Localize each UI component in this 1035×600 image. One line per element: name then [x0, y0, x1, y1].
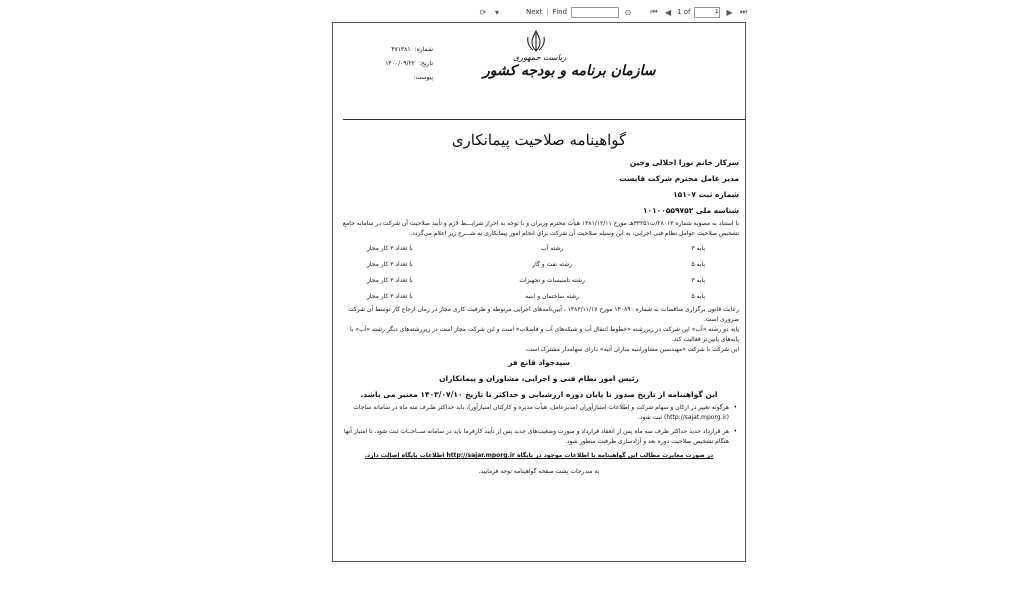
grade-field: رشته نفت و گاز — [532, 261, 573, 268]
grade-count: با تعداد ۳ کار مجاز — [367, 277, 413, 284]
header-divider — [343, 119, 745, 120]
number-value: ۴۷۱۳۸۱ — [391, 46, 411, 53]
grade-level: پایه ۵ — [691, 293, 705, 300]
refresh-icon[interactable]: ⟳ — [479, 7, 487, 17]
note-item: • هر قرارداد جدید حداکثر ظرف سه ماه پس از انعقاد قرارداد و صورت وضعیت‌های جدید پس از تأیید کارفرما باید در سامانه ســاجــات ثبت شود، تا امتیاز آنها هنگام تشخیص صلاحیت دوره بعد و آزادسازی ظرفیت منظور شود. — [339, 427, 729, 447]
find-label: Find — [552, 8, 568, 16]
logo-organization: سازمان برنامه و بودجه کشور — [483, 63, 656, 79]
page-of-label: 1 of — [677, 8, 691, 16]
grade-level: پایه ۳ — [691, 245, 705, 252]
page-number-input[interactable] — [694, 7, 720, 18]
grade-count: با تعداد ۳ کار مجاز — [367, 261, 413, 268]
validity-statement: این گواهینامه از تاریخ صدور تا پایان دوره ارزشیابی و حداکثر تا تاریخ ۱۴۰۳/۰۷/۱۰ معتبر می باشد. — [360, 390, 718, 399]
grade-row — [339, 241, 739, 257]
grade-row — [339, 289, 739, 305]
date-value: ۱۴۰۰/۰۹/۲۲ — [385, 60, 416, 67]
grade-field: رشته ساختمان و ابنیه — [525, 293, 580, 300]
shareholder-paragraph: این شرکت با شرکت «مهندسین مشاورابنیه سازان آتیه» دارای سهامدار مشترک است. — [524, 346, 739, 353]
pdf-toolbar — [478, 4, 748, 20]
authenticity-notice[interactable]: در صورت مغایرت مطالب این گواهینامه با اطلاعات موجود در پایگاه http://sajar.mporg.ir اطلاعات پایگاه اصالت دارد. — [364, 452, 714, 459]
signer-name: سیدجواد قانع فر — [508, 358, 570, 367]
toolbar-separator: | — [546, 8, 549, 16]
grade-field: رشته آب — [541, 245, 564, 252]
find-input[interactable] — [571, 7, 619, 18]
letter-meta — [373, 43, 433, 85]
grade-level: پایه ۵ — [691, 261, 705, 268]
grade-count: با تعداد ۳ کار مجاز — [367, 245, 413, 252]
certificate-title: گواهینامه صلاحیت پیمانکاری — [451, 131, 627, 149]
note-item: • هرگونه تغییر در ارکان و سهام شرکت و اطلاعات امتیازآوران (مدیرعامل، هیأت مدیره و کارکنان امتیازآور)، باید حداکثر ظـرف سه ماه در سامانه ساجات (http://sajat.mporg.ir) ثبت شود. — [339, 403, 729, 423]
date-label: تاریخ: — [419, 60, 433, 67]
water-grade-paragraph: پایه دو رشته «آب» این شرکت در زیررشته «خطوط انتقال آب و شبکه‌های آب و فاضلاب» است و این شرکت مجاز است در زیررشته‌های دیگر رشته «آب» با پایه‌های پایین‌تر فعالیت کند. — [350, 326, 739, 343]
notes-list — [339, 403, 739, 447]
save-icon[interactable]: ▾ — [494, 7, 499, 17]
attachment-label: پیوست: — [413, 74, 433, 81]
document-page — [332, 22, 746, 562]
grade-level: پایه ۳ — [691, 277, 705, 284]
logo-presidency: ریاست جمهوری — [513, 53, 567, 62]
grade-count: با تعداد ۳ کار مجاز — [367, 293, 413, 300]
last-page-icon[interactable]: ⏭ — [739, 7, 748, 16]
iran-emblem-icon — [523, 29, 549, 55]
next-page-icon[interactable]: ▶ — [726, 7, 733, 17]
signer-title: رئیس امور نظام فنی و اجرایی، مشاوران و پیمانکاران — [439, 374, 639, 383]
first-page-icon[interactable]: ⏮ — [650, 7, 658, 16]
zoom-icon[interactable]: ⊙ — [624, 7, 632, 17]
next-button[interactable]: Next — [526, 8, 543, 16]
registration-number: شماره ثبت ۱۵۱۰۷ — [673, 190, 739, 199]
grade-row — [339, 257, 739, 273]
grade-field: رشته تاسیسات و تجهیزات — [519, 277, 585, 284]
certificate-body — [339, 155, 739, 477]
number-label: شماره: — [414, 46, 433, 53]
tender-law-paragraph: رعایت قانون برگزاری مناقصات به شماره ۱۳۰۸۹۰ مورخ ۱۳۸۳/۱۱/۱۷ ، آیین‌نامه‌های اجرایی مربوطه و ظرفیت کاری مجاز در زمان ارجاع کار توسط آن شرکت ضروری است. — [348, 306, 739, 323]
grade-row — [339, 273, 739, 289]
prev-page-icon[interactable]: ◀ — [664, 7, 672, 17]
grades-list — [339, 241, 739, 305]
footer-note: به مندرجات پشت صفحه گواهینامه توجه فرمایید. — [478, 468, 600, 475]
national-id: شناسه ملی ۱۰۱۰۰۵۵۹۷۵۲ — [642, 206, 739, 215]
intro-paragraph: با استناد به مصوبه شماره ۲۸۰۱۳/ت۳۳۲۵۱هـ مورخ ۱۳۸۱/۱۲/۱۱ هیأت محترم وزیران و با توجه به احراز شرایـــط لازم و تأیید صلاحیت آن شرکت در سامانه جامع تشخیص صلاحیت عوامل نظام فنی اجرایی، به این وسیله صلاحیت آن شرکت برای انجام امور پیمانکاری به شـــرح زیر اعلام می‌گردد. — [342, 220, 739, 237]
addressee-name: سرکار خانم نورا اجلالی وجین — [629, 158, 739, 167]
addressee-role: مدیر عامل محترم شرکت فایست — [619, 174, 739, 183]
